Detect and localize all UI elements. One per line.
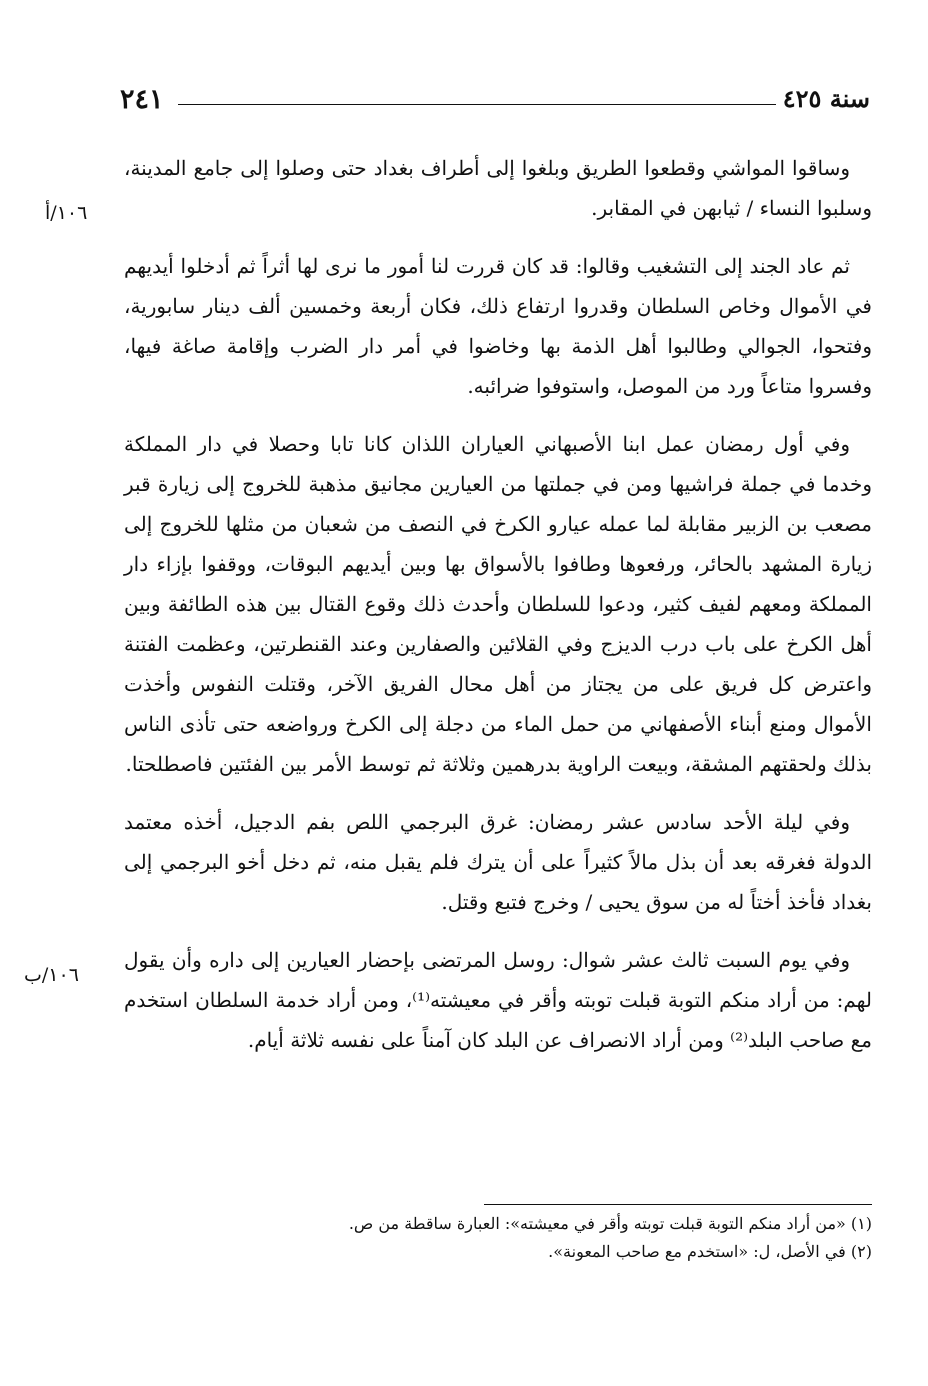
paragraph: وفي ليلة الأحد سادس عشر رمضان: غرق البرجمي اللص بفم الدجيل، أخذه معتمد الدولة فغرقه بعد أن بذل مالاً كثيراً على أن يترك فلم يقبل منه، ثم دخل أخو البرجمي إلى بغداد فأخذ أختاً له من سوق يحيى / وخرج فتبع وقتل.	[124, 810, 872, 914]
paragraph: وفي يوم السبت ثالث عشر شوال: روسل المرتضى بإحضار العيارين إلى داره وأن يقول لهم: من أراد منكم التوبة قبلت توبته وأقر في معيشته⁽¹⁾، ومن أراد خدمة السلطان استخدم مع صاحب البلد⁽²⁾ ومن أراد الانصراف عن البلد كان آمناً على نفسه ثلاثة أيام.	[124, 948, 872, 1052]
page-number: ٢٤١	[120, 84, 164, 115]
paragraph: ثم عاد الجند إلى التشغيب وقالوا: قد كان قررت لنا أمور ما نرى لها أثراً ثم أدخلوا أيديهم في الأموال وخاص السلطان وقدروا ارتفاع ذلك، فكان أربعة وخمسين ألف دينار سابورية، وفتحوا، الجوالي وطالبوا أهل الذمة بها وخاضوا في أمر دار الضرب وإقامة صاغة فيها، وفسروا متاعاً ورد من الموصل، واستوفوا ضرائبه.	[124, 254, 872, 398]
header-rule	[178, 104, 776, 105]
footnote: (١) «من أراد منكم التوبة قبلت توبته وأقر في معيشته»: العبارة ساقطة من ص.	[348, 1214, 872, 1233]
main-text	[124, 148, 872, 1078]
folio-marker-2: ١٠٦/ب	[24, 964, 79, 986]
running-head: سنة ٤٢٥	[782, 84, 870, 113]
footnotes	[124, 1210, 872, 1266]
paragraph: وساقوا المواشي وقطعوا الطريق وبلغوا إلى أطراف بغداد حتى وصلوا إلى جامع المدينة، وسلبوا النساء / ثيابهن في المقابر.	[124, 156, 872, 220]
folio-marker-1: ١٠٦/أ	[45, 202, 88, 224]
paragraph: وفي أول رمضان عمل ابنا الأصبهاني العياران اللذان كانا تابا وحصلا في دار المملكة وخدما في جملة فراشيها ومن في جملتها من العيارين مجانيق مذهبة للخروج إلى زيارة قبر مصعب بن الزبير مقابلة لما عمله عيارو الكرخ في النصف من شعبان من مثلها للخروج إلى زيارة المشهد بالحائر، ورفعوها وطافوا بالأسواق بها وبين أيديهم البوقات، ووقفوا بإزاء دار المملكة ومعهم لفيف كثير، ودعوا للسلطان وأحدث ذلك وقوع القتال بين هذه الطائفة وبين أهل الكرخ على باب درب الديزج وفي القلائين والصفارين وعند القنطرتين، وعظمت الفتنة واعترض كل فريق على من يجتاز من أهل محال الفريق الآخر، وقتلت النفوس وأخذت الأموال ومنع أبناء الأصفهاني من حمل الماء من دجلة إلى الكرخ ورواضعه حتى تأذى الناس بذلك ولحقتهم المشقة، وبيعت الراوية بدرهمين وثلاثة ثم توسط الأمر بين الفئتين فاصطلحتا.	[124, 432, 872, 776]
footnote: (٢) في الأصل، ل: «استخدم مع صاحب المعونة».	[548, 1242, 872, 1261]
footnote-separator	[484, 1204, 872, 1205]
page-header	[120, 84, 870, 118]
